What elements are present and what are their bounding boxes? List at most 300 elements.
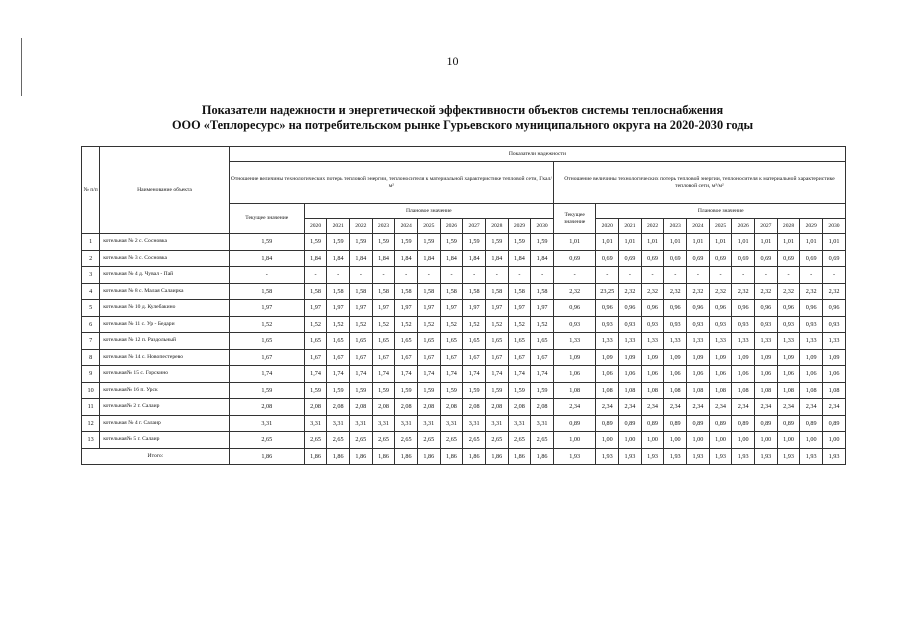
block1-planned-value: 1,59 xyxy=(350,234,373,251)
block1-planned-value: 2,65 xyxy=(463,432,486,449)
block1-planned-value: 1,58 xyxy=(372,283,395,300)
block2-planned-value: 1,06 xyxy=(619,366,642,383)
block1-planned-value: 1,97 xyxy=(440,300,463,317)
block1-planned-value: 1,67 xyxy=(327,349,350,366)
block1-planned-value: 1,58 xyxy=(440,283,463,300)
block2-planned-value: 2,32 xyxy=(687,283,710,300)
block1-planned-value: 2,08 xyxy=(304,399,327,416)
block1-planned-value: 3,31 xyxy=(508,415,531,432)
block1-planned-value: 1,65 xyxy=(372,333,395,350)
block1-current-value: 2,08 xyxy=(229,399,304,416)
block1-planned-value: 1,59 xyxy=(508,382,531,399)
block2-planned-value: 0,89 xyxy=(687,415,710,432)
block2-planned-value: 0,93 xyxy=(596,316,619,333)
block2-year-header: 2021 xyxy=(619,219,642,234)
block1-planned-value: 1,84 xyxy=(395,250,418,267)
block1-current-value: 1,59 xyxy=(229,382,304,399)
block1-planned-value: - xyxy=(508,267,531,284)
block2-planned-value: 0,69 xyxy=(823,250,846,267)
block1-planned-value: 1,74 xyxy=(350,366,373,383)
object-name: котельная № 10 д. Кулебакино xyxy=(100,300,230,317)
block1-planned-value: 1,59 xyxy=(395,382,418,399)
block2-year-header: 2022 xyxy=(641,219,664,234)
object-name: котельная№ 16 п. Урск xyxy=(100,382,230,399)
block1-current-value: 1,74 xyxy=(229,366,304,383)
block1-planned-value: 1,67 xyxy=(304,349,327,366)
block2-planned-value: 1,01 xyxy=(732,234,755,251)
block2-planned-value: - xyxy=(732,267,755,284)
block1-year-header: 2030 xyxy=(531,219,554,234)
block2-planned-value: 1,33 xyxy=(755,333,778,350)
block1-planned-value: 1,86 xyxy=(440,448,463,464)
block1-planned-value: 1,74 xyxy=(508,366,531,383)
block1-planned-value: 1,52 xyxy=(372,316,395,333)
block1-planned-value: 1,58 xyxy=(350,283,373,300)
block2-planned-value: 0,69 xyxy=(619,250,642,267)
block1-planned-value: 1,59 xyxy=(463,382,486,399)
block2-planned-value: 1,01 xyxy=(709,234,732,251)
table-row xyxy=(82,250,846,267)
table-total-row xyxy=(82,448,846,464)
block2-planned-value: 2,32 xyxy=(823,283,846,300)
block2-planned-value: 0,69 xyxy=(755,250,778,267)
block1-planned-value: 2,65 xyxy=(485,432,508,449)
row-number: 2 xyxy=(82,250,100,267)
block1-planned-value: 1,84 xyxy=(372,250,395,267)
block1-planned-value: 1,59 xyxy=(463,234,486,251)
block1-planned-value: 1,67 xyxy=(372,349,395,366)
block2-year-header: 2026 xyxy=(732,219,755,234)
object-name: котельная№ 2 г. Салаир xyxy=(100,399,230,416)
block1-year-header: 2021 xyxy=(327,219,350,234)
block1-planned-value: 1,65 xyxy=(350,333,373,350)
block2-planned-value: 0,93 xyxy=(777,316,800,333)
block1-planned-value: 1,59 xyxy=(531,234,554,251)
block2-planned-value: 1,93 xyxy=(619,448,642,464)
block2-year-header: 2024 xyxy=(687,219,710,234)
block2-current-value: 1,33 xyxy=(553,333,596,350)
block2-planned-value: 0,89 xyxy=(823,415,846,432)
block2-planned-value: 1,93 xyxy=(777,448,800,464)
block1-planned-value: 1,84 xyxy=(531,250,554,267)
block1-planned-value: 1,59 xyxy=(327,382,350,399)
block1-planned-value: 2,08 xyxy=(508,399,531,416)
block2-planned-value: 1,93 xyxy=(823,448,846,464)
block2-planned-value: 0,69 xyxy=(709,250,732,267)
block2-planned-value: 1,93 xyxy=(664,448,687,464)
block1-planned-value: 1,84 xyxy=(350,250,373,267)
block2-planned-value: 2,34 xyxy=(664,399,687,416)
row-number: 6 xyxy=(82,316,100,333)
block1-planned-value: 1,65 xyxy=(531,333,554,350)
block1-planned-value: 1,74 xyxy=(327,366,350,383)
block2-planned-value: 1,01 xyxy=(687,234,710,251)
block2-planned-value: - xyxy=(664,267,687,284)
row-number: 10 xyxy=(82,382,100,399)
object-name: котельная№ 5 г. Салаир xyxy=(100,432,230,449)
block1-year-header: 2027 xyxy=(463,219,486,234)
block2-planned-value: 2,34 xyxy=(823,399,846,416)
block1-planned-value: 1,52 xyxy=(463,316,486,333)
block2-planned-value: 0,93 xyxy=(800,316,823,333)
row-number: 9 xyxy=(82,366,100,383)
block1-planned-value: 1,74 xyxy=(463,366,486,383)
block1-current-value: 1,86 xyxy=(229,448,304,464)
block1-planned-value: 1,97 xyxy=(485,300,508,317)
block1-planned-value: 1,86 xyxy=(417,448,440,464)
block2-planned-value: 0,93 xyxy=(641,316,664,333)
block2-planned-value: 0,89 xyxy=(777,415,800,432)
block2-planned-value: 1,09 xyxy=(596,349,619,366)
block2-planned-value: 0,93 xyxy=(732,316,755,333)
block1-planned-value: 2,08 xyxy=(531,399,554,416)
block2-planned-value: 1,08 xyxy=(777,382,800,399)
block2-planned-value: 0,69 xyxy=(596,250,619,267)
block2-planned-value: 1,08 xyxy=(664,382,687,399)
block2-planned-value: 0,69 xyxy=(687,250,710,267)
block2-planned-value: 0,89 xyxy=(619,415,642,432)
block1-planned-value: 1,74 xyxy=(395,366,418,383)
block1-planned-value: 2,65 xyxy=(350,432,373,449)
block2-planned-value: 1,01 xyxy=(664,234,687,251)
block1-planned-value: 1,65 xyxy=(440,333,463,350)
block2-planned-value: 0,96 xyxy=(619,300,642,317)
block2-planned-value: - xyxy=(641,267,664,284)
block2-planned-value: 1,00 xyxy=(800,432,823,449)
block1-planned-value: 1,84 xyxy=(304,250,327,267)
block2-planned-value: 1,08 xyxy=(732,382,755,399)
title-line-1: Показатели надежности и энергетической эффективности объектов системы теплоснабжения xyxy=(201,103,724,117)
col-header-group: Показатели надежности xyxy=(229,147,845,162)
block1-planned-value: 1,59 xyxy=(372,234,395,251)
block2-planned-value: 1,00 xyxy=(823,432,846,449)
block2-planned-value: 2,34 xyxy=(755,399,778,416)
block2-planned-value: 2,32 xyxy=(755,283,778,300)
block2-planned-value: 1,09 xyxy=(823,349,846,366)
block1-planned-value: 1,97 xyxy=(372,300,395,317)
block1-planned-value: 1,97 xyxy=(463,300,486,317)
row-number: 7 xyxy=(82,333,100,350)
block1-year-header: 2029 xyxy=(508,219,531,234)
block2-planned-value: 2,34 xyxy=(687,399,710,416)
block1-planned-value: 3,31 xyxy=(395,415,418,432)
block1-planned-value: 1,52 xyxy=(304,316,327,333)
block2-planned-value: 1,00 xyxy=(619,432,642,449)
block1-current-header: Текущее значение xyxy=(229,204,304,234)
block2-planned-value: 1,09 xyxy=(619,349,642,366)
block1-planned-value: 1,52 xyxy=(485,316,508,333)
block2-planned-value: 1,08 xyxy=(641,382,664,399)
block2-planned-value: 1,33 xyxy=(777,333,800,350)
col-header-number: № п/п xyxy=(82,147,100,234)
block2-planned-value: 1,06 xyxy=(732,366,755,383)
block1-planned-value: 1,65 xyxy=(463,333,486,350)
block2-planned-value: 0,93 xyxy=(709,316,732,333)
block1-planned-value: 1,52 xyxy=(531,316,554,333)
block1-planned-value: 1,65 xyxy=(395,333,418,350)
block2-planned-value: 1,06 xyxy=(641,366,664,383)
block2-planned-value: 0,96 xyxy=(800,300,823,317)
block2-planned-value: - xyxy=(709,267,732,284)
block2-planned-value: 1,06 xyxy=(777,366,800,383)
block2-year-header: 2025 xyxy=(709,219,732,234)
table-row xyxy=(82,415,846,432)
block1-planned-value: 3,31 xyxy=(440,415,463,432)
row-number: 13 xyxy=(82,432,100,449)
block1-planned-value: 1,74 xyxy=(417,366,440,383)
block2-planned-value: 1,09 xyxy=(777,349,800,366)
block1-planned-value: 2,65 xyxy=(327,432,350,449)
block2-planned-value: 2,34 xyxy=(800,399,823,416)
block1-planned-value: 1,86 xyxy=(350,448,373,464)
block2-planned-value: 1,00 xyxy=(755,432,778,449)
row-number: 12 xyxy=(82,415,100,432)
block1-planned-value: 2,08 xyxy=(327,399,350,416)
block1-planned-value: 1,59 xyxy=(304,234,327,251)
block2-planned-value: 1,93 xyxy=(687,448,710,464)
block2-current-value: 0,89 xyxy=(553,415,596,432)
total-label: Итого: xyxy=(82,448,230,464)
block2-planned-value: 1,06 xyxy=(709,366,732,383)
block2-planned-value: 1,00 xyxy=(687,432,710,449)
block1-planned-value: 1,97 xyxy=(508,300,531,317)
block1-planned-value: 3,31 xyxy=(372,415,395,432)
block2-planned-value: 1,93 xyxy=(732,448,755,464)
block1-current-value: 1,67 xyxy=(229,349,304,366)
block1-planned-value: 1,52 xyxy=(508,316,531,333)
block1-planned-value: 1,65 xyxy=(304,333,327,350)
block2-planned-value: 0,89 xyxy=(664,415,687,432)
page-number: 10 xyxy=(446,54,459,68)
block2-planned-value: 0,96 xyxy=(823,300,846,317)
block1-current-value: 3,31 xyxy=(229,415,304,432)
block1-planned-value: 1,67 xyxy=(531,349,554,366)
block1-planned-value: - xyxy=(417,267,440,284)
block2-planned-value: 1,33 xyxy=(641,333,664,350)
block1-planned-value: 1,52 xyxy=(440,316,463,333)
block2-planned-value: 0,96 xyxy=(596,300,619,317)
block1-planned-value: 1,58 xyxy=(395,283,418,300)
block1-planned-value: 3,31 xyxy=(350,415,373,432)
block1-planned-value: 1,97 xyxy=(417,300,440,317)
block1-planned-value: 1,65 xyxy=(485,333,508,350)
block2-year-header: 2027 xyxy=(755,219,778,234)
block2-current-value: 1,93 xyxy=(553,448,596,464)
block2-planned-value: 1,01 xyxy=(755,234,778,251)
block1-planned-value: 1,74 xyxy=(372,366,395,383)
block1-planned-value: 1,59 xyxy=(395,234,418,251)
block2-planned-value: - xyxy=(777,267,800,284)
block2-planned-value: - xyxy=(687,267,710,284)
block2-current-value: 1,01 xyxy=(553,234,596,251)
block1-planned-value: 1,97 xyxy=(531,300,554,317)
block2-planned-value: 1,01 xyxy=(619,234,642,251)
block1-planned-value: 1,97 xyxy=(304,300,327,317)
block2-planned-value: 2,32 xyxy=(732,283,755,300)
block1-planned-value: 1,59 xyxy=(417,382,440,399)
block2-planned-value: 1,33 xyxy=(800,333,823,350)
block2-year-header: 2020 xyxy=(596,219,619,234)
block1-year-header: 2022 xyxy=(350,219,373,234)
block2-planned-value: 1,09 xyxy=(732,349,755,366)
block1-planned-value: - xyxy=(463,267,486,284)
object-name: котельная № 3 с. Сосновка xyxy=(100,250,230,267)
block1-planned-value: 1,97 xyxy=(395,300,418,317)
row-number: 1 xyxy=(82,234,100,251)
block2-planned-value: 0,93 xyxy=(664,316,687,333)
block2-current-header: Текущее значение xyxy=(553,204,596,234)
block1-planned-value: 1,52 xyxy=(417,316,440,333)
block2-year-header: 2023 xyxy=(664,219,687,234)
block1-planned-value: 1,65 xyxy=(417,333,440,350)
block2-planned-value: 2,32 xyxy=(664,283,687,300)
block2-planned-value: 0,96 xyxy=(709,300,732,317)
block2-title: Отношение величины технологических потерь тепловой энергии, теплоносителя к материальной характеристике тепловой сети, м³/м² xyxy=(553,162,845,204)
object-name: котельная № 12 п. Раздольный xyxy=(100,333,230,350)
block1-planned-value: 2,08 xyxy=(350,399,373,416)
block1-year-header: 2023 xyxy=(372,219,395,234)
block2-current-value: - xyxy=(553,267,596,284)
block1-planned-value: 1,58 xyxy=(508,283,531,300)
block1-planned-value: 1,84 xyxy=(463,250,486,267)
block1-planned-value: 1,59 xyxy=(531,382,554,399)
block1-planned-value: 1,67 xyxy=(508,349,531,366)
block1-planned-value: 1,58 xyxy=(463,283,486,300)
block2-planned-value: 1,01 xyxy=(596,234,619,251)
block2-planned-value: 0,96 xyxy=(732,300,755,317)
block2-planned-value: 0,69 xyxy=(732,250,755,267)
block1-current-value: - xyxy=(229,267,304,284)
block2-planned-value: 2,32 xyxy=(641,283,664,300)
block2-planned-value: 1,08 xyxy=(755,382,778,399)
block2-planned-value: 0,69 xyxy=(664,250,687,267)
block1-planned-value: 2,08 xyxy=(440,399,463,416)
object-name: котельная № 14 с. Новопестерево xyxy=(100,349,230,366)
block1-planned-value: 1,84 xyxy=(508,250,531,267)
block1-planned-value: 1,58 xyxy=(304,283,327,300)
block2-planned-value: 1,09 xyxy=(687,349,710,366)
block1-planned-value: 1,86 xyxy=(485,448,508,464)
block2-planned-value: 2,32 xyxy=(619,283,642,300)
block1-year-header: 2020 xyxy=(304,219,327,234)
block2-planned-value: 1,33 xyxy=(687,333,710,350)
row-number: 3 xyxy=(82,267,100,284)
block2-planned-value: 1,08 xyxy=(800,382,823,399)
object-name: котельная № 8 с. Малая Салаирка xyxy=(100,283,230,300)
table-row xyxy=(82,349,846,366)
block1-planned-value: 2,08 xyxy=(395,399,418,416)
block2-planned-value: 2,34 xyxy=(777,399,800,416)
block1-planned-value: 2,08 xyxy=(417,399,440,416)
block2-planned-value: 1,08 xyxy=(709,382,732,399)
block2-planned-value: 1,08 xyxy=(619,382,642,399)
block2-planned-value: 1,06 xyxy=(596,366,619,383)
block1-planned-value: 1,52 xyxy=(350,316,373,333)
block2-planned-value: - xyxy=(800,267,823,284)
block2-planned-value: 1,00 xyxy=(641,432,664,449)
object-name: котельная№ 15 с. Горскино xyxy=(100,366,230,383)
object-name: котельная № 4 г. Салаир xyxy=(100,415,230,432)
block1-planned-value: 1,59 xyxy=(372,382,395,399)
block1-planned-value: 1,86 xyxy=(531,448,554,464)
block1-planned-value: 2,08 xyxy=(463,399,486,416)
block2-year-header: 2029 xyxy=(800,219,823,234)
block1-planned-value: - xyxy=(372,267,395,284)
block2-planned-value: 1,33 xyxy=(596,333,619,350)
block1-planned-value: - xyxy=(304,267,327,284)
block2-planned-value: 1,01 xyxy=(823,234,846,251)
block1-current-value: 2,65 xyxy=(229,432,304,449)
block1-planned-value: 3,31 xyxy=(531,415,554,432)
block2-planned-header: Плановое значение xyxy=(596,204,846,219)
block1-planned-value: 3,31 xyxy=(304,415,327,432)
block1-planned-value: - xyxy=(485,267,508,284)
table-row xyxy=(82,316,846,333)
block2-planned-value: 0,93 xyxy=(823,316,846,333)
block2-planned-value: 1,00 xyxy=(664,432,687,449)
block2-planned-value: 0,93 xyxy=(687,316,710,333)
block2-planned-value: - xyxy=(596,267,619,284)
block1-current-value: 1,52 xyxy=(229,316,304,333)
block2-planned-value: 1,09 xyxy=(664,349,687,366)
block2-planned-value: 1,01 xyxy=(777,234,800,251)
block2-current-value: 0,96 xyxy=(553,300,596,317)
block2-planned-value: 1,33 xyxy=(619,333,642,350)
block2-planned-value: - xyxy=(619,267,642,284)
block2-planned-value: 1,06 xyxy=(664,366,687,383)
block2-planned-value: 2,32 xyxy=(800,283,823,300)
row-number: 5 xyxy=(82,300,100,317)
block1-planned-value: 1,59 xyxy=(304,382,327,399)
block1-planned-value: 1,67 xyxy=(440,349,463,366)
table-row xyxy=(82,234,846,251)
block2-planned-value: 0,69 xyxy=(800,250,823,267)
block2-planned-value: 1,93 xyxy=(709,448,732,464)
block2-planned-value: 0,69 xyxy=(777,250,800,267)
block1-planned-value: - xyxy=(350,267,373,284)
block2-current-value: 1,09 xyxy=(553,349,596,366)
block1-planned-value: 1,97 xyxy=(350,300,373,317)
block2-planned-value: 0,89 xyxy=(641,415,664,432)
block2-planned-value: 0,89 xyxy=(709,415,732,432)
block1-planned-value: - xyxy=(531,267,554,284)
block2-planned-value: 2,34 xyxy=(619,399,642,416)
block2-planned-value: 1,06 xyxy=(823,366,846,383)
block2-planned-value: 1,93 xyxy=(755,448,778,464)
block1-planned-value: 1,58 xyxy=(531,283,554,300)
block1-planned-value: 2,08 xyxy=(485,399,508,416)
block2-planned-value: 0,96 xyxy=(641,300,664,317)
block2-planned-value: 1,08 xyxy=(687,382,710,399)
block2-planned-value: 1,00 xyxy=(709,432,732,449)
block1-planned-value: 1,84 xyxy=(327,250,350,267)
block2-planned-value: 0,89 xyxy=(732,415,755,432)
block2-planned-value: 0,93 xyxy=(619,316,642,333)
block1-planned-value: 2,65 xyxy=(508,432,531,449)
block1-planned-value: 1,52 xyxy=(395,316,418,333)
block2-planned-value: 2,34 xyxy=(641,399,664,416)
block1-planned-value: 1,58 xyxy=(485,283,508,300)
block2-planned-value: 1,33 xyxy=(709,333,732,350)
block1-year-header: 2028 xyxy=(485,219,508,234)
block2-current-value: 1,00 xyxy=(553,432,596,449)
block1-planned-value: 1,59 xyxy=(440,382,463,399)
block1-planned-value: 2,65 xyxy=(531,432,554,449)
table-row xyxy=(82,333,846,350)
block2-planned-value: 2,34 xyxy=(596,399,619,416)
block2-planned-value: 1,09 xyxy=(800,349,823,366)
block2-planned-value: 1,09 xyxy=(709,349,732,366)
